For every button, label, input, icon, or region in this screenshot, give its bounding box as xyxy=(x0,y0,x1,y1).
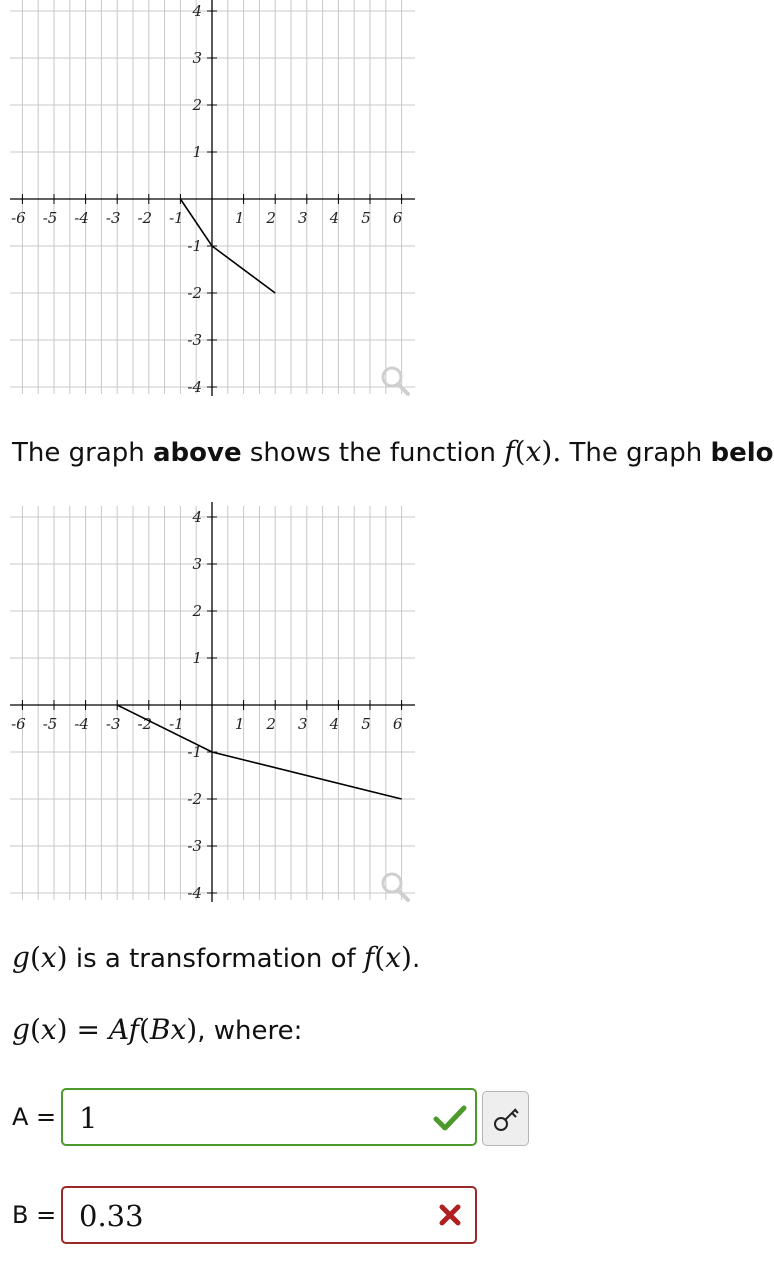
y-tick-label: -2 xyxy=(187,284,202,302)
math-f-of-x-2: f(x) xyxy=(363,941,412,974)
sentence-text-1: The graph xyxy=(12,438,153,468)
y-tick-label: -4 xyxy=(187,884,202,902)
b-input-value: 0.33 xyxy=(79,1199,144,1233)
x-tick-label: 3 xyxy=(298,715,308,733)
y-tick-label: -1 xyxy=(187,743,202,761)
x-tick-label: 1 xyxy=(234,209,245,227)
x-tick-label: 6 xyxy=(392,715,403,733)
y-tick-label: 2 xyxy=(192,96,202,114)
y-tick-label: -3 xyxy=(187,331,202,349)
a-input[interactable] xyxy=(61,1088,477,1146)
math-formula: g(x) = Af(Bx) xyxy=(12,1013,198,1046)
x-tick-label: 1 xyxy=(234,715,245,733)
y-tick-label: 1 xyxy=(192,143,202,161)
a-label: A = xyxy=(12,1103,57,1131)
answer-key-button[interactable] xyxy=(482,1091,529,1146)
x-tick-label: -4 xyxy=(74,715,89,733)
b-label: B = xyxy=(12,1201,57,1229)
x-tick-label: -6 xyxy=(11,209,26,227)
y-tick-label: -2 xyxy=(187,790,202,808)
x-tick-label: 6 xyxy=(392,209,403,227)
cross-icon xyxy=(431,1196,469,1234)
x-tick-label: 4 xyxy=(329,209,340,227)
key-icon xyxy=(483,1092,530,1147)
x-tick-label: -4 xyxy=(74,209,89,227)
y-tick-label: -3 xyxy=(187,837,202,855)
formula-statement xyxy=(12,1010,302,1051)
magnifier-icon xyxy=(383,874,408,900)
y-tick-label: 3 xyxy=(192,555,202,573)
x-tick-label: -1 xyxy=(169,715,184,733)
sentence-bold-below: belo xyxy=(710,438,774,468)
math-g-of-x: g(x) xyxy=(12,941,68,974)
y-tick-label: 3 xyxy=(192,49,202,67)
x-tick-label: -6 xyxy=(11,715,26,733)
x-tick-label: -2 xyxy=(137,715,153,733)
graph-f-svg xyxy=(0,0,420,398)
check-icon xyxy=(431,1098,469,1136)
y-tick-label: 2 xyxy=(192,602,202,620)
period: . xyxy=(411,944,421,974)
sentence-text-3: The graph xyxy=(561,438,711,468)
y-tick-label: 4 xyxy=(192,2,202,20)
b-input[interactable] xyxy=(61,1186,477,1244)
graph-g-svg xyxy=(0,494,420,904)
a-input-value: 1 xyxy=(79,1101,98,1135)
y-tick-label: -1 xyxy=(187,237,202,255)
x-tick-label: 5 xyxy=(361,209,371,227)
x-tick-label: -3 xyxy=(105,715,121,733)
y-tick-label: 1 xyxy=(192,649,202,667)
math-f-of-x: f(x). xyxy=(504,435,562,468)
y-tick-label: -4 xyxy=(187,378,202,396)
x-tick-label: 2 xyxy=(266,209,276,227)
x-tick-label: 2 xyxy=(266,715,276,733)
sentence-bold-above: above xyxy=(153,438,242,468)
x-tick-label: -1 xyxy=(169,209,184,227)
x-tick-label: 3 xyxy=(298,209,308,227)
question-sentence xyxy=(12,432,774,473)
magnifier-icon xyxy=(383,368,408,394)
x-tick-label: -5 xyxy=(42,209,58,227)
x-tick-label: -5 xyxy=(42,715,58,733)
transformation-text: is a transformation of xyxy=(67,944,364,974)
formula-tail: , where: xyxy=(197,1016,303,1046)
x-tick-label: -3 xyxy=(105,209,121,227)
sentence-text-2: shows the function xyxy=(241,438,505,468)
y-tick-label: 4 xyxy=(192,508,202,526)
x-tick-label: 5 xyxy=(361,715,371,733)
graph-f[interactable] xyxy=(0,0,420,398)
x-tick-label: -2 xyxy=(137,209,153,227)
graph-g[interactable] xyxy=(0,494,420,904)
transformation-statement xyxy=(12,938,420,979)
x-tick-label: 4 xyxy=(329,715,340,733)
